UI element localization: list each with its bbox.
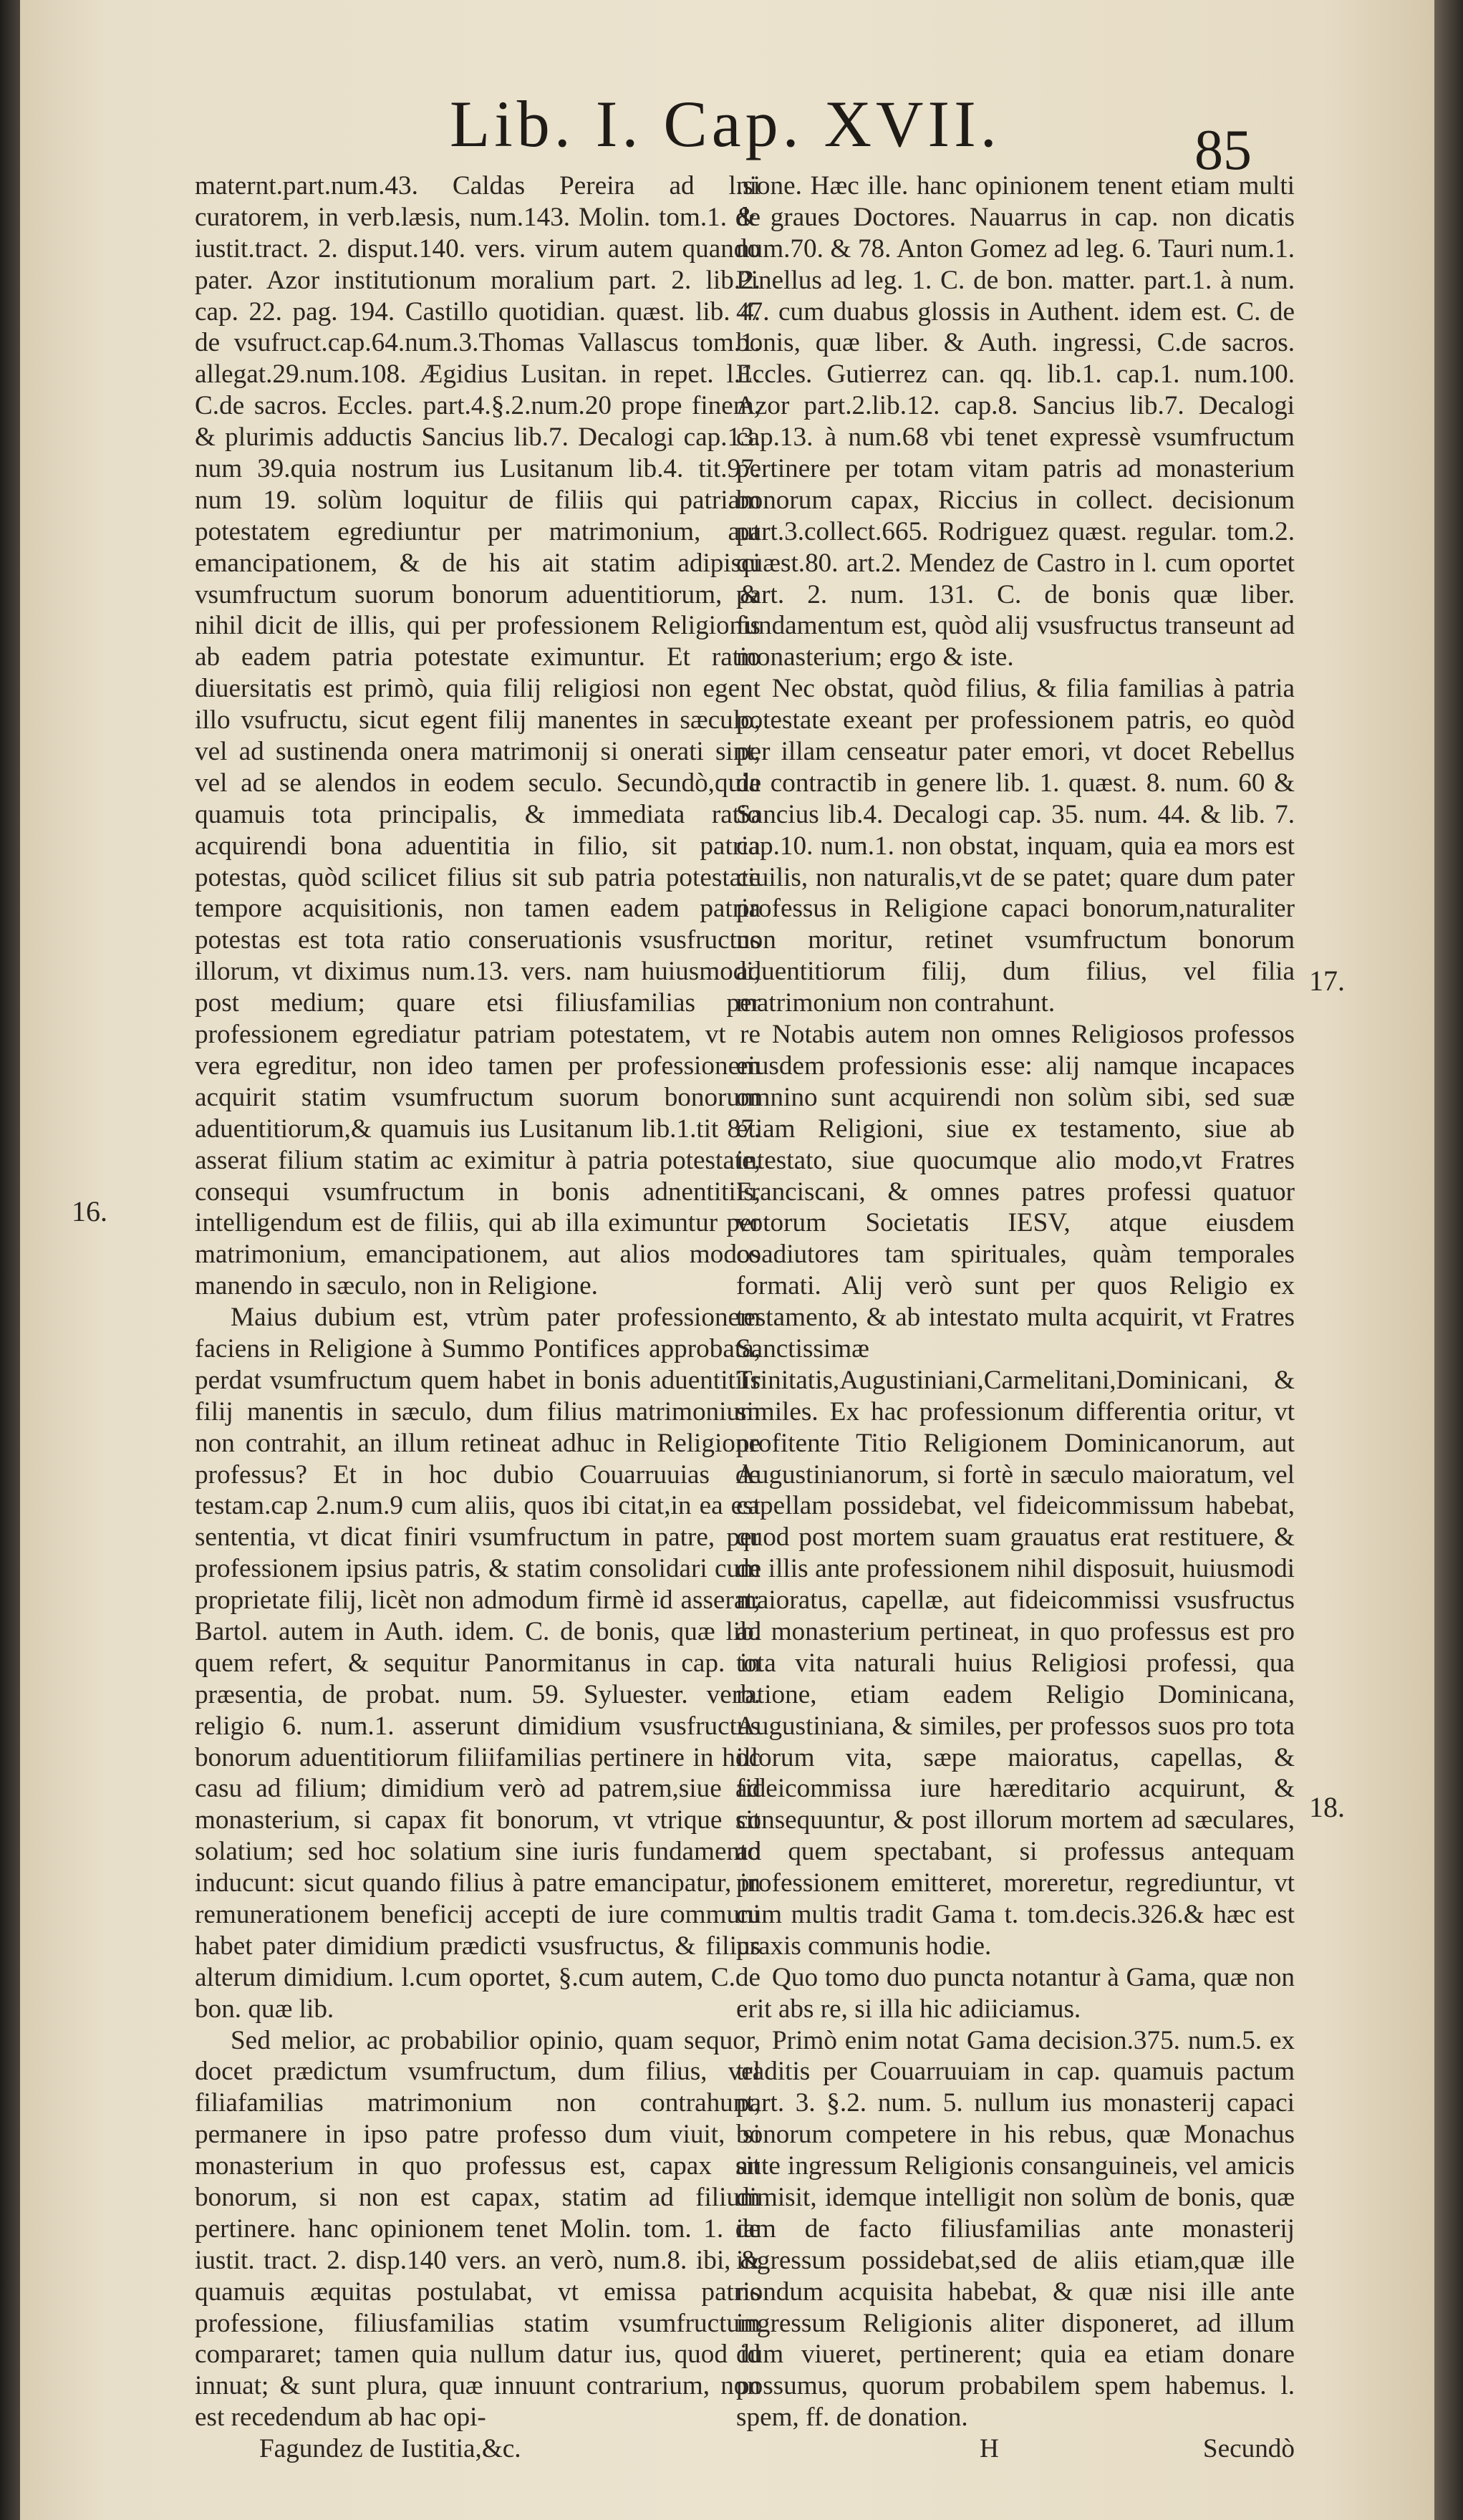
right-paragraph-5: Primò enim notat Gama decision.375. num.5. ex traditis per Couarruuiam in cap. quamuis pactum part. 3. §.2. num. 5. nullum ius monasterij capaci bonorum competere in his rebus, quæ Monachus ante ingressum Religionis consanguineis, vel amicis dimisit, idemque intelligit non solùm de bonis, quæ iam de facto filiusfamilias ante monasterij ingressum possidebat,sed de aliis etiam,quæ ille nondum acquisita habebat, & quæ nisi ille ante ingressum Religionis aliter disponeret, ad illum dum viueret, pertinerent; quia ea etiam donare possumus, quorum probabilem spem habemus. l. spem, ff. de donation. <box>736 2025 1295 2433</box>
running-head: Lib. I. Cap. XVII. <box>450 87 1001 160</box>
page-footer <box>736 2433 1295 2465</box>
margin-number-16: 16. <box>72 1195 107 1227</box>
left-paragraph-1: maternt.part.num.43. Caldas Pereira ad l.si curatorem, in verb.læsis, num.143. Molin. tom.1. de iustit.tract. 2. disput.140. vers. virum autem quando pater. Azor institutionum moralium part. 2. lib.2. cap. 22. pag. 194. Castillo quotidian. quæst. lib. 4. de vsufruct.cap.64.num.3.Thomas Vallascus tom.1. allegat.29.num.108. Ægidius Lusitan. in repet. l.1. C.de sacros. Eccles. part.4.§.2.num.20 prope finem, & plurimis adductis Sancius lib.7. Decalogi cap.13. num 39.quia nostrum ius Lusitanum lib.4. tit.97. num 19. solùm loquitur de filiis qui patriam potestatem egrediuntur per matrimonium, aut emancipationem, & de his ait statim adipisci vsumfructum suorum bonorum aduentitiorum, & nihil dicit de illis, qui per professionem Religionis ab eadem patria potestate eximuntur. Et ratio diuersitatis est primò, quia filij religiosi non egent illo vsufructu, sicut egent filij manentes in sæculo, vel ad sustinenda onera matrimonij si onerati sint, vel ad se alendos in eodem seculo. Secundò,quia quamuis tota principalis, & immediata ratio acquirendi bona aduentitia in filio, sit patria potestas, quòd scilicet filius sit sub patria potestate tempore acquisitionis, non tamen eadem patria potestas est tota ratio conseruationis vsusfructus illorum, vt diximus num.13. vers. nam huiusmodi, post medium; quare etsi filiusfamilias per professionem egrediatur patriam potestatem, vt re vera egreditur, non ideo tamen per professionem acquirit statim vsumfructum suorum bonorum aduentitiorum,& quamuis ius Lusitanum lib.1.tit 87. asserat filium statim ac eximitur à patria potestate, consequi vsumfructum in bonis adnentitiis, intelligendum est de filiis, qui ab illa eximuntur per matrimonium, emancipationem, aut alios modos manendo in sæculo, non in Religione. <box>195 171 761 1301</box>
right-column <box>736 170 1295 2465</box>
right-paragraph-2: Nec obstat, quòd filius, & filia familias à patria potestate exeant per professionem patris, eo quòd per illam censeatur pater emori, vt docet Rebellus de contractib in genere lib. 1. quæst. 8. num. 60 & Sancius lib.4. Decalogi cap. 35. num. 44. & lib. 7. cap.10. num.1. non obstat, inquam, quia ea mors est ciuilis, non naturalis,vt de se patet; quare dum pater professus in Religione capaci bonorum,naturaliter non moritur, retinet vsumfructum bonorum aduentitiorum filij, dum filius, vel filia matrimonium non contrahunt. <box>736 674 1295 1018</box>
catchline: Fagundez de Iustitia,&c. <box>259 2434 521 2464</box>
margin-number-18: 18. <box>1309 1791 1345 1823</box>
margin-number-17: 17. <box>1309 965 1345 997</box>
left-paragraph-3: Sed melior, ac probabilior opinio, quam sequor, docet prædictum vsumfructum, dum filius, vel filiafamilias matrimonium non contrahunt, permanere in ipso patre professo dum viuit, si monasterium in quo professus est, capax sit bonorum, si non est capax, statim ad filium pertinere. hanc opinionem tenet Molin. tom. 1. de iustit. tract. 2. disp.140 vers. an verò, num.8. ibi, & quamuis æquitas postulabat, vt emissa patris professione, filiusfamilias statim vsumfructum compararet; tamen quia nullum datur ius, quod id innuat; & sunt plura, quæ innuunt contrarium, non est recedendum ab hac opi- <box>195 2025 761 2433</box>
book-gutter <box>0 0 20 2520</box>
catchword: Secundò <box>1202 2434 1295 2464</box>
signature-mark: H <box>980 2434 999 2464</box>
book-page <box>20 0 1434 2520</box>
right-paragraph-4: Quo tomo duo puncta notantur à Gama, quæ non erit abs re, si illa hic adiiciamus. <box>736 1962 1295 2024</box>
left-column <box>195 170 761 2465</box>
right-paragraph-1: nione. Hæc ille. hanc opinionem tenent etiam multi & graues Doctores. Nauarrus in cap. non dicatis num.70. & 78. Anton Gomez ad leg. 6. Tauri num.1. Pinellus ad leg. 1. C. de bon. matter. part.1. à num. 47. cum duabus glossis in Authent. idem est. C. de bonis, quæ liber. & Auth. ingressi, C.de sacros. Eccles. Gutierrez can. qq. lib.1. cap.1. num.100. Azor part.2.lib.12. cap.8. Sancius lib.7. Decalogi cap.13. à num.68 vbi tenet expressè vsumfructum pertinere per totam vitam patris ad monasterium bonorum capax, Riccius in collect. decisionum part.3.collect.665. Rodriguez quæst. regular. tom.2. quæst.80. art.2. Mendez de Castro in l. cum oportet part. 2. num. 131. C. de bonis quæ liber. fundamentum est, quòd alij vsusfructus transeunt ad monasterium; ergo & iste. <box>736 171 1295 672</box>
page-number: 85 <box>1194 119 1252 182</box>
left-paragraph-2: Maius dubium est, vtrùm pater professionem faciens in Religione à Summo Pontifices approbata, perdat vsumfructum quem habet in bonis aduentitiis filij manentis in sæculo, dum filius matrimonium non contrahit, an illum retineat adhuc in Religione professus? Et in hoc dubio Couarruuias de testam.cap 2.num.9 cum aliis, quos ibi citat,in ea est sententia, vt dicat finiri vsumfructum in patre, per professionem ipsius patris, & statim consolidari cum proprietate filij, licèt non admodum firmè id asserat; Bartol. autem in Auth. idem. C. de bonis, quæ lib. quem refert, & sequitur Panormitanus in cap. in præsentia, de probat. num. 59. Syluester. verb. religio 6. num.1. asserunt dimidium vsusfructus bonorum aduentitiorum filiifamilias pertinere in hoc casu ad filium; dimidium verò ad patrem,siue ad monasterium, si capax fit bonorum, vt vtrique sit solatium; sed hoc solatium sine iuris fundamento inducunt: sicut quando filius à patre emancipatur, in remunerationem beneficij accepti de iure communi habet pater dimidium prædicti vsusfructus, & filius alterum dimidium. l.cum oportet, §.cum autem, C.de bon. quæ lib. <box>195 1303 761 2024</box>
page-fore-edge <box>1434 0 1463 2520</box>
right-paragraph-3: Notabis autem non omnes Religiosos professos eiusdem professionis esse: alij namque incapaces omnino sunt acquirendi non solùm sibi, sed suæ etiam Religioni, siue ex testamento, siue ab intestato, siue quocumque alio modo,vt Fratres Franciscani, & omnes patres professi quatuor votorum Societatis IESV, atque eiusdem coadiutores tam spirituales, quàm temporales formati. Alij verò sunt per quos Religio ex testamento, & ab intestato multa acquirit, vt Fratres Sanctissimæ Trinitatis,Augustiniani,Carmelitani,Dominicani, & similes. Ex hac professionum differentia oritur, vt profitente Titio Religionem Dominicanorum, aut Augustinianorum, si fortè in sæculo maioratum, vel capellam possidebat, vel fideicommissum habebat, quod post mortem suam grauatus erat restituere, & de illis ante professionem nihil disposuit, huiusmodi maioratus, capellæ, aut fideicommissi vsusfructus ad monasterium pertineat, in quo professus est pro tota vita naturali huius Religiosi professi, qua ratione, etiam eadem Religio Dominicana, Augustiniana, & similes, per professos suos pro tota illorum vita, sæpe maioratus, capellas, & fideicommissa iure hæreditario acquirunt, & consequuntur, & post illorum mortem ad sæculares, ad quem spectabant, si professus antequam professionem emitteret, moreretur, regrediuntur, vt cum multis tradit Gama t. tom.decis.326.& hæc est praxis communis hodie. <box>736 1020 1295 1961</box>
